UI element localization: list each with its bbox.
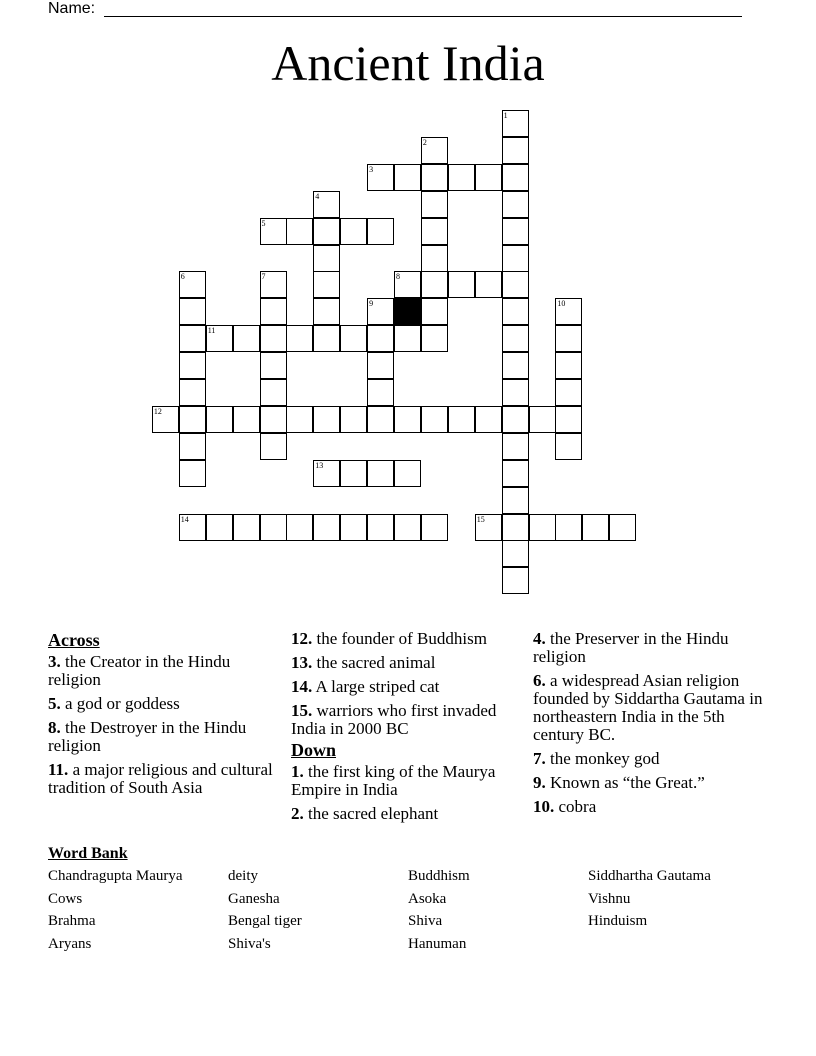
- crossword-cell[interactable]: [394, 460, 421, 487]
- crossword-cell[interactable]: [260, 352, 287, 379]
- crossword-cell[interactable]: [340, 406, 367, 433]
- word-bank-item: Shiva: [408, 913, 443, 929]
- crossword-cell[interactable]: [260, 298, 287, 325]
- clue-item: [533, 750, 773, 768]
- clue-number-label: 6.: [533, 671, 546, 690]
- clue-number-label: 15.: [291, 701, 313, 720]
- clue-number-label: 1.: [291, 762, 304, 781]
- clue-text: the sacred animal: [312, 653, 436, 672]
- clue-number-label: 13.: [291, 653, 313, 672]
- clue-number-label: 7.: [533, 749, 546, 768]
- clues-column-3: [533, 630, 773, 822]
- clue-number: 5: [261, 218, 266, 228]
- crossword-cell[interactable]: [367, 325, 394, 352]
- clue-number: 4: [315, 191, 320, 201]
- crossword-cell[interactable]: [367, 379, 394, 406]
- crossword-cell[interactable]: [367, 460, 394, 487]
- word-bank-item: Siddhartha Gautama: [588, 868, 711, 884]
- crossword-cell[interactable]: [260, 271, 287, 298]
- clue-number-label: 9.: [533, 773, 546, 792]
- clue-item: [533, 672, 773, 744]
- clue-item: [48, 719, 278, 755]
- crossword-cell[interactable]: [502, 218, 529, 245]
- crossword-cell[interactable]: [260, 433, 287, 460]
- word-bank-item: Hinduism: [588, 913, 648, 929]
- crossword-cell[interactable]: [233, 406, 260, 433]
- clue-number: 10: [557, 299, 566, 309]
- word-bank-item: Brahma: [48, 913, 96, 929]
- clue-number-label: 11.: [48, 760, 69, 779]
- crossword-cell[interactable]: [555, 514, 582, 541]
- word-bank-title: Word Bank: [48, 845, 128, 862]
- clue-item: [291, 763, 516, 799]
- crossword-cell[interactable]: [421, 406, 448, 433]
- clue-number-label: 3.: [48, 652, 61, 671]
- clue-item: [533, 798, 773, 816]
- clue-text: the first king of the Maurya Empire in India: [291, 762, 496, 799]
- crossword-cell[interactable]: [367, 352, 394, 379]
- crossword-cell[interactable]: [502, 567, 529, 594]
- clue-text: a major religious and cultural tradition of South Asia: [48, 760, 273, 797]
- word-bank-item: Ganesha: [228, 890, 280, 907]
- clue-number: 3: [369, 164, 374, 174]
- crossword-cell[interactable]: [448, 164, 475, 191]
- crossword-cell[interactable]: [555, 352, 582, 379]
- clue-number-label: 5.: [48, 694, 61, 713]
- crossword-cell[interactable]: [582, 514, 609, 541]
- clue-text: cobra: [554, 797, 597, 816]
- crossword-cell[interactable]: [206, 514, 233, 541]
- crossword-cell[interactable]: [179, 298, 206, 325]
- crossword-cell[interactable]: [502, 137, 529, 164]
- crossword-cell[interactable]: [555, 433, 582, 460]
- clue-text: a widespread Asian religion founded by Siddartha Gautama in northeastern India in the 5th century BC.: [533, 671, 763, 744]
- word-bank-item: Cows: [48, 890, 83, 907]
- crossword-cell[interactable]: [313, 271, 340, 298]
- clue-text: the monkey god: [545, 749, 660, 768]
- crossword-cell[interactable]: [260, 514, 287, 541]
- crossword-cell[interactable]: [502, 298, 529, 325]
- crossword-cell[interactable]: [260, 379, 287, 406]
- clue-text: A large striped cat: [312, 677, 440, 696]
- crossword-cell[interactable]: [260, 325, 287, 352]
- crossword-cell[interactable]: [421, 514, 448, 541]
- crossword-cell[interactable]: [260, 406, 287, 433]
- crossword-cell[interactable]: [394, 406, 421, 433]
- clues-column-2: [291, 630, 516, 829]
- clue-item: [291, 678, 516, 696]
- crossword-cell[interactable]: [502, 433, 529, 460]
- word-bank-item: deity: [228, 868, 258, 884]
- crossword-cell[interactable]: [448, 406, 475, 433]
- crossword-cell[interactable]: [502, 487, 529, 514]
- word-bank-item: Aryans: [48, 935, 92, 952]
- crossword-cell[interactable]: [179, 271, 206, 298]
- across-heading: Across: [48, 630, 100, 650]
- crossword-cell[interactable]: [502, 164, 529, 191]
- crossword-cell[interactable]: [609, 514, 636, 541]
- crossword-cell[interactable]: [313, 191, 340, 218]
- crossword-cell[interactable]: [529, 514, 556, 541]
- clue-item: [48, 695, 278, 713]
- crossword-cell[interactable]: [502, 514, 529, 541]
- crossword-cell[interactable]: [367, 406, 394, 433]
- crossword-cell[interactable]: [394, 514, 421, 541]
- crossword-cell[interactable]: [206, 325, 233, 352]
- crossword-cell[interactable]: [152, 406, 179, 433]
- crossword-cell[interactable]: [475, 514, 502, 541]
- crossword-cell[interactable]: [502, 540, 529, 567]
- clue-number: 9: [369, 299, 374, 309]
- crossword-cell[interactable]: [555, 325, 582, 352]
- clue-text: warriors who first invaded India in 2000 BC: [291, 701, 497, 738]
- clue-text: the Destroyer in the Hindu religion: [48, 718, 247, 755]
- crossword-black-square: [394, 298, 421, 325]
- crossword-cell[interactable]: [421, 325, 448, 352]
- clue-number: 7: [261, 272, 266, 282]
- clue-item: [291, 654, 516, 672]
- crossword-cell[interactable]: [286, 325, 313, 352]
- crossword-cell[interactable]: [475, 164, 502, 191]
- clue-text: the Creator in the Hindu religion: [48, 652, 231, 689]
- crossword-cell[interactable]: [313, 245, 340, 272]
- across-clue-list-continued: [291, 630, 516, 738]
- crossword-cell[interactable]: [313, 325, 340, 352]
- crossword-cell[interactable]: [340, 460, 367, 487]
- clue-text: a god or goddess: [60, 694, 180, 713]
- across-clue-list: [48, 653, 278, 797]
- crossword-cell[interactable]: [206, 406, 233, 433]
- crossword-cell[interactable]: [367, 164, 394, 191]
- crossword-cell[interactable]: [394, 271, 421, 298]
- clue-text: the founder of Buddhism: [312, 629, 487, 648]
- clue-number-label: 10.: [533, 797, 555, 816]
- clue-text: Known as “the Great.”: [545, 773, 705, 792]
- clue-number: 1: [503, 111, 508, 120]
- crossword-cell[interactable]: [233, 514, 260, 541]
- crossword-cell[interactable]: [502, 379, 529, 406]
- crossword-cell[interactable]: [421, 298, 448, 325]
- crossword-cell[interactable]: [502, 460, 529, 487]
- clue-number: 6: [180, 272, 185, 282]
- crossword-cell[interactable]: [340, 218, 367, 245]
- crossword-cell[interactable]: [179, 352, 206, 379]
- down-clue-list-continued: [533, 630, 773, 816]
- clue-item: [48, 761, 278, 797]
- clue-number-label: 2.: [291, 804, 304, 823]
- clue-number-label: 14.: [291, 677, 313, 696]
- clue-number: 2: [422, 137, 427, 147]
- clue-number: 13: [315, 460, 324, 470]
- crossword-cell[interactable]: [367, 514, 394, 541]
- crossword-cell[interactable]: [555, 406, 582, 433]
- clue-number-label: 4.: [533, 629, 546, 648]
- crossword-cell[interactable]: [233, 325, 260, 352]
- clues-column-1: [48, 630, 278, 803]
- clue-text: the sacred elephant: [303, 804, 439, 823]
- crossword-cell[interactable]: [421, 191, 448, 218]
- clue-number: 8: [396, 272, 400, 282]
- crossword-cell[interactable]: [286, 406, 313, 433]
- crossword-cell[interactable]: [179, 514, 206, 541]
- crossword-cell[interactable]: [502, 245, 529, 272]
- crossword-cell[interactable]: [502, 352, 529, 379]
- crossword-cell[interactable]: [367, 298, 394, 325]
- clue-text: the Preserver in the Hindu religion: [533, 629, 729, 666]
- crossword-cell[interactable]: [502, 110, 529, 137]
- crossword-cell[interactable]: [313, 298, 340, 325]
- down-heading: Down: [291, 740, 337, 760]
- name-label: Name:: [48, 0, 96, 17]
- crossword-cell[interactable]: [421, 218, 448, 245]
- crossword-cell[interactable]: [555, 379, 582, 406]
- word-bank-item: Asoka: [408, 890, 447, 907]
- word-bank-item: Hanuman: [408, 935, 467, 952]
- crossword-cell[interactable]: [421, 137, 448, 164]
- crossword-cell[interactable]: [286, 514, 313, 541]
- crossword-cell[interactable]: [394, 164, 421, 191]
- clue-item: [291, 630, 516, 648]
- crossword-cell[interactable]: [340, 514, 367, 541]
- crossword-cell[interactable]: [179, 379, 206, 406]
- clue-item: [291, 805, 516, 823]
- word-bank-item: Chandragupta Maurya: [48, 868, 183, 884]
- crossword-cell[interactable]: [448, 271, 475, 298]
- crossword-cell[interactable]: [260, 218, 287, 245]
- word-bank-item: Bengal tiger: [228, 913, 302, 929]
- crossword-cell[interactable]: [529, 406, 556, 433]
- crossword-cell[interactable]: [313, 514, 340, 541]
- crossword-cell[interactable]: [394, 325, 421, 352]
- crossword-cell[interactable]: [179, 460, 206, 487]
- crossword-cell[interactable]: [502, 191, 529, 218]
- crossword-cell[interactable]: [179, 433, 206, 460]
- clue-number: 12: [153, 406, 162, 416]
- crossword-cell[interactable]: [313, 406, 340, 433]
- clue-number: 11: [207, 326, 216, 336]
- clue-item: [533, 630, 773, 666]
- crossword-cell[interactable]: [502, 406, 529, 433]
- crossword-cell[interactable]: [475, 271, 502, 298]
- word-bank-item: Buddhism: [408, 868, 470, 884]
- crossword-cell[interactable]: [313, 460, 340, 487]
- crossword-cell[interactable]: [179, 406, 206, 433]
- clue-number-label: 8.: [48, 718, 61, 737]
- crossword-cell[interactable]: [502, 325, 529, 352]
- word-bank-item: Shiva's: [228, 935, 271, 952]
- crossword-cell[interactable]: [179, 325, 206, 352]
- crossword-cell[interactable]: [421, 164, 448, 191]
- clue-item: [48, 653, 278, 689]
- crossword-cell[interactable]: [421, 271, 448, 298]
- crossword-cell[interactable]: [555, 298, 582, 325]
- clue-number: 15: [476, 514, 485, 524]
- down-clue-list: [291, 763, 516, 823]
- crossword-cell[interactable]: [313, 218, 340, 245]
- clue-number: 14: [180, 514, 189, 524]
- crossword-cell[interactable]: [286, 218, 313, 245]
- word-bank-item: Vishnu: [588, 890, 631, 907]
- clue-number-label: 12.: [291, 629, 313, 648]
- page-title: Ancient India: [271, 35, 545, 91]
- crossword-cell[interactable]: [340, 325, 367, 352]
- clue-item: [291, 702, 516, 738]
- clue-item: [533, 774, 773, 792]
- crossword-cell[interactable]: [502, 271, 529, 298]
- crossword-cell[interactable]: [475, 406, 502, 433]
- crossword-cell[interactable]: [421, 245, 448, 272]
- crossword-cell[interactable]: [367, 218, 394, 245]
